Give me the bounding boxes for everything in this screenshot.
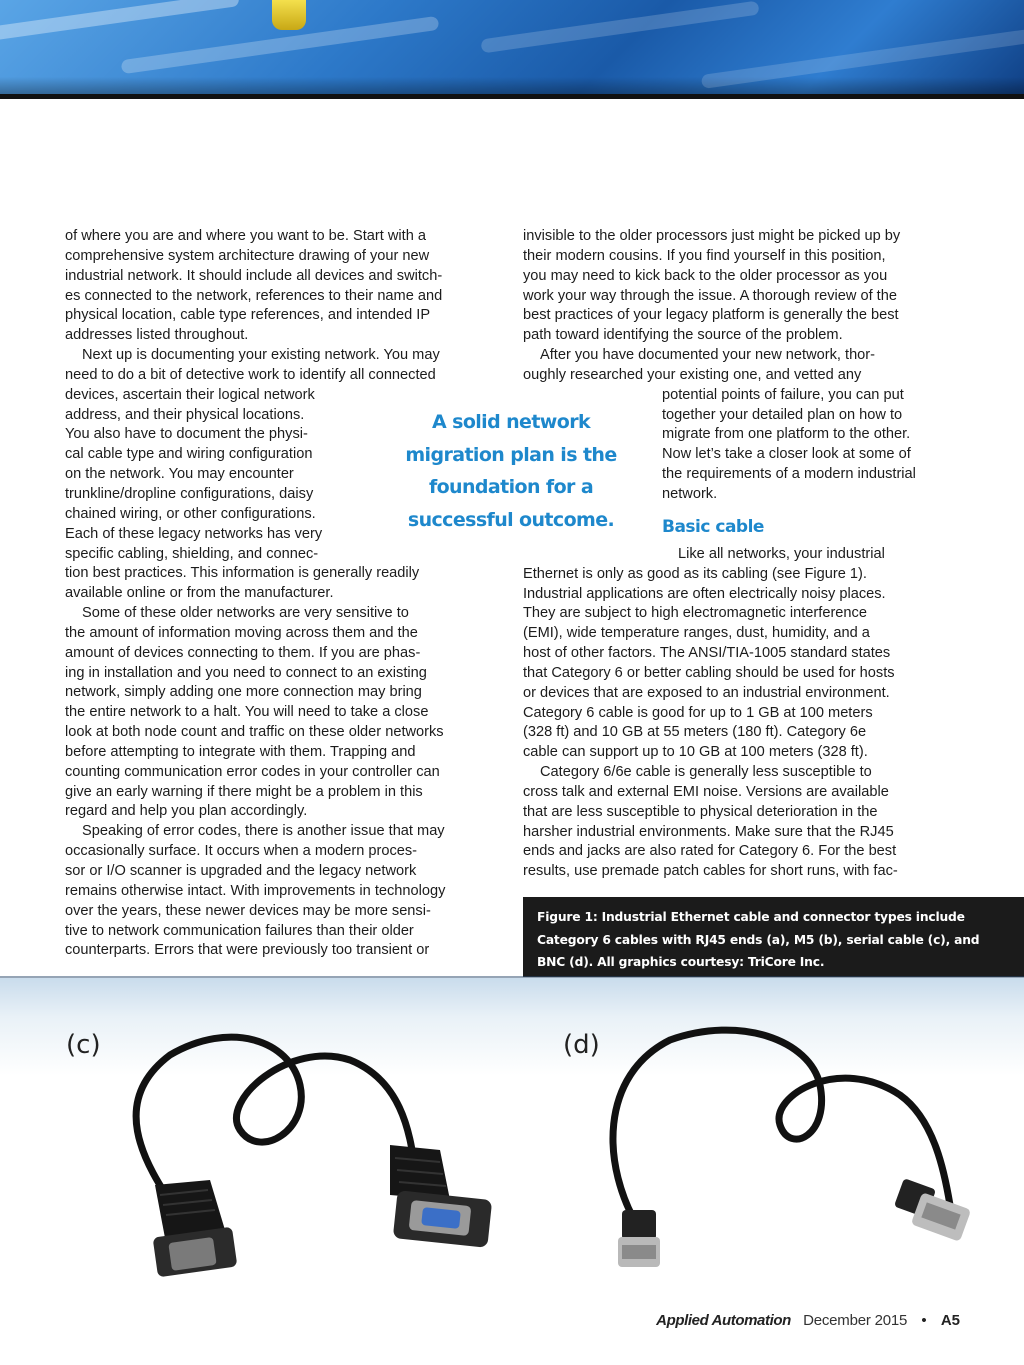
right-paragraph-2b: potential points of failure, you can put together your detailed plan on how to migrate from one platform to the other. Now let’s take a closer look at some of the requirements of a modern industrial network. bbox=[662, 386, 916, 502]
left-paragraph-3: Some of these older networks are very sensitive to the amount of information moving across them and the amount of devices connecting to them. If you are phas- ing in installation and you need to connect to an existing network, simply adding one more connection may bring the entire network to a halt. You will need to take a close look at both node count and traffic on these older networks before attempting to integrate with them. Trapping and counting communication error codes in your controller can give an early warning if there might be a problem in this regard and help you plan accordingly. bbox=[65, 605, 444, 820]
left-paragraph-1: of where you are and where you want to be. Start with a comprehensive system architecture drawing of your new industrial network. It should include all devices and switch- es connected to the network, references to their name and physical location, cable type references, and intended IP addresses listed throughout. bbox=[65, 228, 443, 344]
figure-caption-text: Figure 1: Industrial Ethernet cable and connector types include Category 6 cables with RJ45 ends (a), M5 (b), serial cable (c), and BNC (d). All graphics courtesy: TriCore Inc. bbox=[537, 910, 980, 969]
left-paragraph-4: Speaking of error codes, there is another issue that may occasionally surface. It occurs when a modern proces- sor or I/O scanner is upgraded and the legacy network remains otherwise intact. With improvements in technology over the years, these newer devices may be more sensi- tive to network communication failures than their older counterparts. Errors that were previously too transient or bbox=[65, 823, 446, 959]
left-paragraph-2: Next up is documenting your existing network. You may need to do a bit of detective work to identify all connected devices, ascertain their logical network address, and their physical locations. You also have to document the physi- cal cable type and wiring configuration on the network. You may encounter trunkline/dropline configurations, daisy chained wiring, or other configurations. Each of these legacy networks has very specific cabling, shielding, and connec- tion best practices. This information is generally readily available online or from the manufacturer. bbox=[65, 347, 440, 602]
banner-divider bbox=[0, 94, 1024, 99]
serial-cable-image bbox=[60, 1010, 520, 1300]
bnc-cable-image bbox=[580, 1015, 980, 1275]
right-column bbox=[523, 227, 963, 882]
right-paragraph-1: invisible to the older processors just might be picked up by their modern cousins. If you find yourself in this position, you may need to kick back to the older processor as you work your way through the issue. A thorough review of the best practices of your legacy platform is generally the best path toward identifying the source of the problem. bbox=[523, 228, 901, 344]
section-heading: Basic cable bbox=[662, 517, 764, 537]
right-paragraph-4: Category 6/6e cable is generally less susceptible to cross talk and external EMI noise. Versions are available that are less susceptible to physical deterioration in the harsher industrial environments. Make sure that the RJ45 ends and jacks are also rated for Category 6. For the best results, use premade patch cables for short runs, with fac- bbox=[523, 764, 898, 880]
page-footer bbox=[656, 1312, 960, 1329]
footer-bullet: • bbox=[921, 1312, 927, 1329]
page-number: A5 bbox=[940, 1312, 960, 1329]
left-column bbox=[65, 227, 505, 961]
right-paragraph-2a: After you have documented your new network, thor- oughly researched your existing one, and vetted any bbox=[523, 347, 876, 383]
yellow-connector-tab bbox=[272, 0, 306, 30]
right-paragraph-3: Like all networks, your industrial Ethernet is only as good as its cabling (see Figure 1). Industrial applications are often electrically noisy places. They are subject to high electromagnetic interference (EMI), wide temperature ranges, dust, humidity, and a host of other factors. The ANSI/TIA-1005 standard states that Category 6 or better cabling should be used for hosts or devices that are exposed to an industrial environment. Category 6 cable is good for up to 1 GB at 100 meters (328 ft) and 10 GB at 55 meters (180 ft). Category 6e cable can support up to 10 GB at 100 meters (328 ft). bbox=[523, 545, 895, 761]
publication-name: Applied Automation bbox=[656, 1312, 791, 1329]
header-banner-image bbox=[0, 0, 1024, 96]
issue-date: December 2015 bbox=[803, 1312, 908, 1329]
figure-label-d: (d) bbox=[563, 1030, 600, 1060]
pull-quote-text: A solid network migration plan is the foundation for a successful outcome. bbox=[405, 411, 617, 531]
figure-caption bbox=[523, 897, 1024, 977]
figure-label-c: (c) bbox=[66, 1030, 101, 1060]
